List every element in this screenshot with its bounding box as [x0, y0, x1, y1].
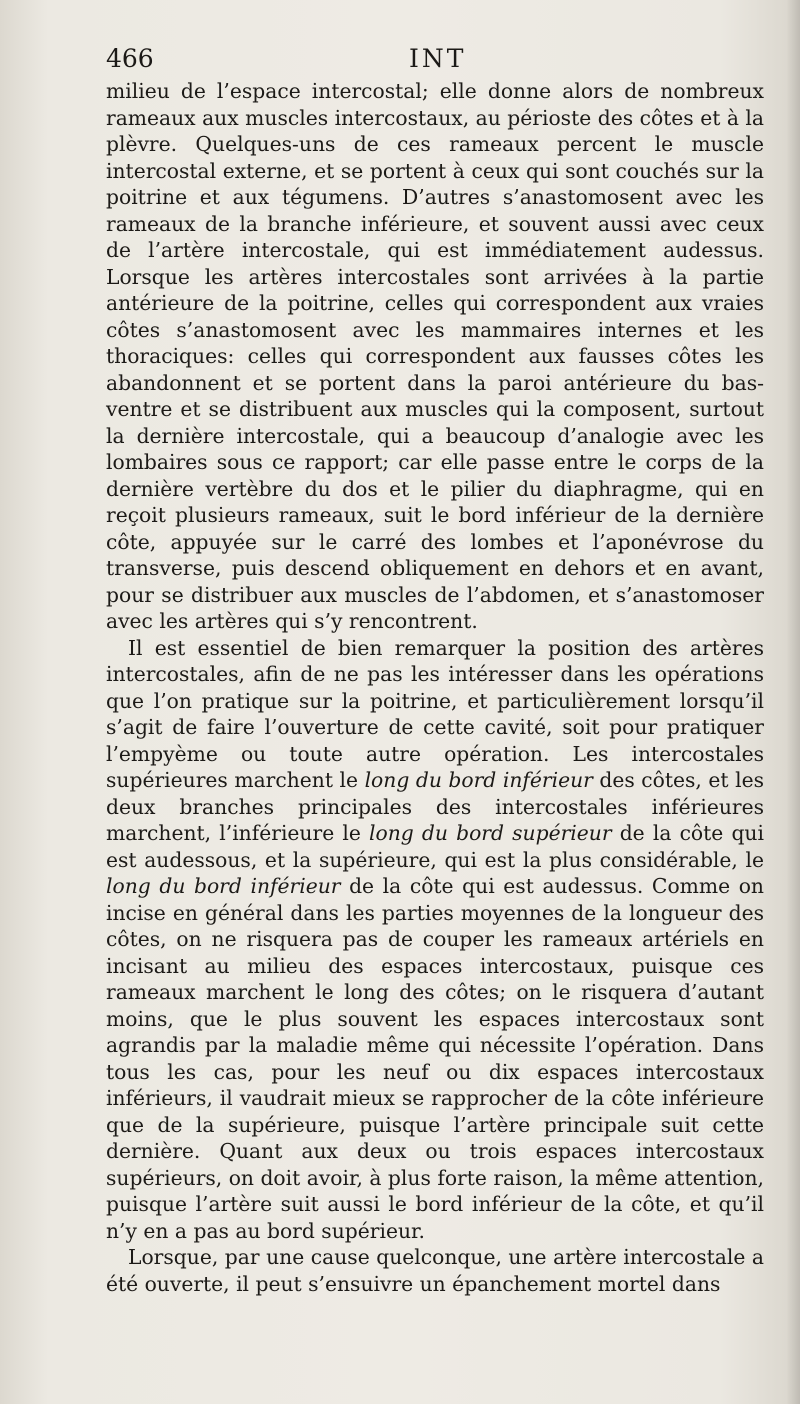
running-title: INT [409, 44, 467, 73]
paragraph-1 [106, 78, 764, 635]
paragraph-2-text-a: Il est essentiel de bien remarquer la position des artères intercostales, afin de ne pas les intéresser dans les opérations que l’on pratique sur la poitrine, et particulièrement lorsqu’il s’agit de faire l’ouverture de cette cavité, soit pour pratiquer l’empyème ou toute autre opération. Les intercostales supérieures marchent le [106, 635, 764, 792]
running-head [106, 42, 764, 78]
paragraph-3 [106, 1244, 764, 1297]
page-edge-shadow [786, 0, 800, 1404]
italic-phrase: long du bord inférieur [106, 874, 341, 898]
body-text [106, 78, 764, 1297]
paragraph-2-text-c: de la côte qui est audessous, et la supérieure, qui est la plus considérable, le [106, 821, 764, 872]
paragraph-1-text: milieu de l’espace intercostal; elle donne alors de nombreux rameaux aux muscles intercostaux, au périoste des côtes et à la plèvre. Quelques-uns de ces rameaux percent le muscle intercostal externe, et se portent à ceux qui sont couchés sur la poitrine et aux tégumens. D’autres s’anastomosent avec les rameaux de la branche inférieure, et souvent aussi avec ceux de l’artère intercostale, qui est immédiatement audessus. Lorsque les artères intercostales sont arrivées à la partie antérieure de la poitrine, celles qui correspondent aux vraies côtes s’anastomosent avec les mammaires internes et les thoraciques: celles qui correspondent aux fausses côtes les abandonnent et se portent dans la paroi antérieure du bas-ventre et se distribuent aux muscles qui la composent, surtout la dernière intercostale, qui a beaucoup d’analogie avec les lombaires sous ce rapport; car elle passe entre le corps de la dernière vertèbre du dos et le pilier du diaphragme, qui en reçoit plusieurs rameaux, suit le bord inférieur de la dernière côte, appuyée sur le carré des lombes et l’aponévrose du transverse, puis descend obliquement en dehors et en avant, pour se distribuer aux muscles de l’abdomen, et s’anastomoser avec les artères qui s’y rencontrent. [106, 79, 764, 633]
paragraph-2-text-d: de la côte qui est audessus. Comme on incise en général dans les parties moyennes de la longueur des côtes, on ne risquera pas de couper les rameaux artériels en incisant au milieu des espaces intercostaux, puisque ces rameaux marchent le long des côtes; on le risquera d’autant moins, que le plus souvent les espaces intercostaux sont agrandis par la maladie même qui nécessite l’opération. Dans tous les cas, pour les neuf ou dix espaces intercostaux inférieurs, il vaudrait mieux se rapprocher de la côte inférieure que de la supérieure, puisque l’artère principale suit cette dernière. Quant aux deux ou trois espaces intercostaux supérieurs, on doit avoir, à plus forte raison, la même attention, puisque l’artère suit aussi le bord inférieur de la côte, et qu’il n’y en a pas au bord supérieur. [106, 874, 764, 1243]
paragraph-3-text: Lorsque, par une cause quelconque, une artère intercostale a été ouverte, il peut s’ensuivre un épanchement mortel dans [106, 1245, 764, 1296]
paragraph-2-text-b: des côtes, et les deux branches principales des intercostales inférieures marchent, l’inférieure le [106, 768, 764, 845]
italic-phrase: long du bord inférieur [364, 768, 593, 792]
paragraph-2 [106, 635, 764, 1245]
italic-phrase: long du bord supérieur [369, 821, 612, 845]
page-number: 466 [106, 44, 154, 73]
